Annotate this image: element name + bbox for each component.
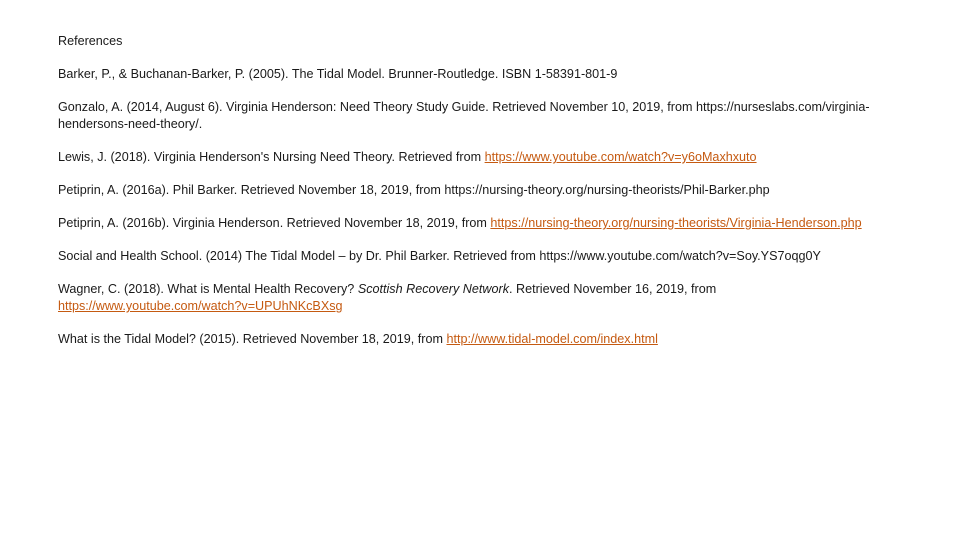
reference-text: . Retrieved November 16, 2019, from bbox=[509, 282, 717, 296]
reference-text: Petiprin, A. (2016a). Phil Barker. Retrieved November 18, 2019, from https://nursing-theory.org/nursing-theorists/Phil-Barker.php bbox=[58, 183, 770, 197]
page-title: References bbox=[58, 34, 123, 48]
reference-link[interactable]: https://www.youtube.com/watch?v=y6oMaxhxuto bbox=[484, 150, 757, 164]
reference-text: What is the Tidal Model? (2015). Retrieved November 18, 2019, from bbox=[58, 332, 447, 346]
reference-entry bbox=[58, 66, 878, 83]
reference-entry bbox=[58, 99, 878, 133]
reference-entry bbox=[58, 182, 878, 199]
reference-entry bbox=[58, 281, 878, 315]
reference-text: Lewis, J. (2018). Virginia Henderson's Nursing Need Theory. Retrieved from bbox=[58, 150, 485, 164]
reference-link[interactable]: https://nursing-theory.org/nursing-theorists/Virginia-Henderson.php bbox=[490, 216, 862, 230]
reference-link[interactable]: http://www.tidal-model.com/index.html bbox=[446, 332, 658, 346]
reference-entry bbox=[58, 149, 878, 166]
reference-text: Social and Health School. (2014) The Tidal Model – by Dr. Phil Barker. Retrieved from https://www.youtube.com/watch?v=Soy.YS7oqg0Y bbox=[58, 249, 821, 263]
reference-entry bbox=[58, 215, 878, 232]
reference-link[interactable]: https://www.youtube.com/watch?v=UPUhNKcBXsg bbox=[58, 299, 343, 313]
reference-italic-title: Scottish Recovery Network bbox=[357, 282, 509, 296]
reference-text: Petiprin, A. (2016b). Virginia Henderson. Retrieved November 18, 2019, from bbox=[58, 216, 491, 230]
reference-entry bbox=[58, 248, 878, 265]
reference-entry bbox=[58, 331, 878, 348]
reference-text: Wagner, C. (2018). What is Mental Health Recovery? bbox=[58, 282, 358, 296]
references-block bbox=[58, 33, 878, 348]
reference-text: Barker, P., & Buchanan-Barker, P. (2005). The Tidal Model. Brunner-Routledge. ISBN 1-58391-801-9 bbox=[58, 67, 618, 81]
reference-text: Gonzalo, A. (2014, August 6). Virginia Henderson: Need Theory Study Guide. Retrieved November 10, 2019, from https://nurseslabs.com/virginia-hendersons-need-theory/. bbox=[58, 100, 870, 131]
